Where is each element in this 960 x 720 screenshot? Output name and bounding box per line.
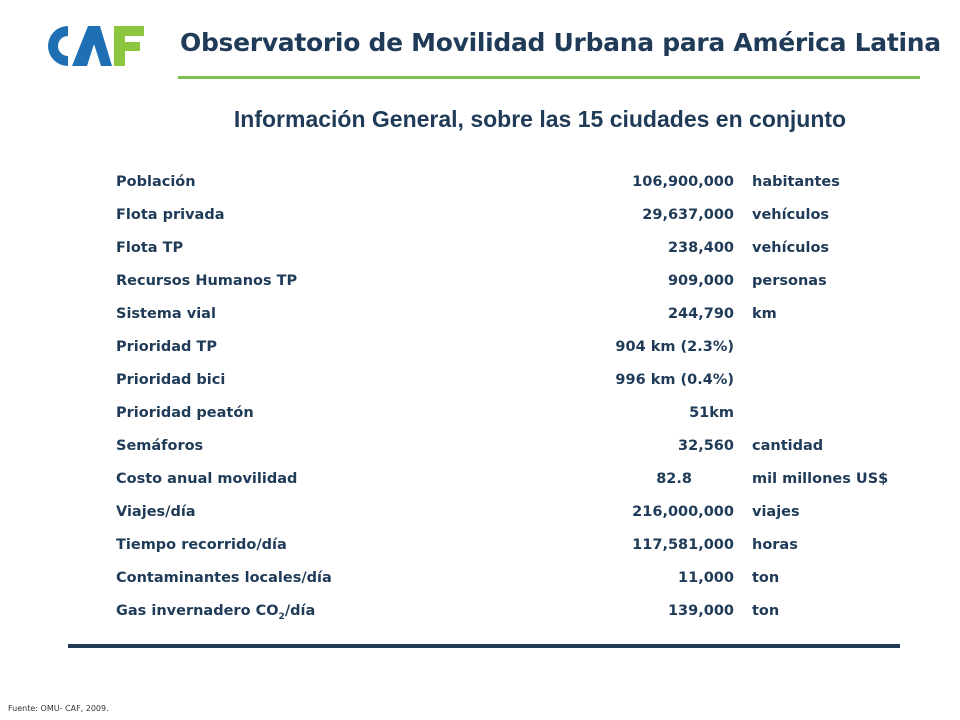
row-value: 29,637,000 bbox=[642, 207, 734, 223]
table-row bbox=[116, 166, 906, 199]
row-unit: vehículos bbox=[752, 240, 830, 256]
table-row bbox=[116, 463, 906, 496]
row-unit: vehículos bbox=[752, 207, 830, 223]
row-label: Contaminantes locales/día bbox=[116, 570, 332, 586]
row-unit: viajes bbox=[752, 504, 800, 520]
source-note: Fuente: OMU- CAF, 2009. bbox=[8, 704, 109, 713]
table-row bbox=[116, 430, 906, 463]
row-label: Flota TP bbox=[116, 240, 184, 256]
label-post: /día bbox=[284, 603, 316, 619]
row-unit: ton bbox=[752, 603, 780, 619]
row-value: 904 km (2.3%) bbox=[615, 339, 734, 355]
caf-logo bbox=[38, 20, 146, 72]
table-row bbox=[116, 364, 906, 397]
row-value: 244,790 bbox=[667, 306, 734, 322]
table-row bbox=[116, 331, 906, 364]
row-unit: horas bbox=[752, 537, 798, 553]
table-row bbox=[116, 298, 906, 331]
table-row bbox=[116, 397, 906, 430]
row-value: 11,000 bbox=[678, 570, 734, 586]
row-label: Prioridad peatón bbox=[116, 405, 254, 421]
table-row bbox=[116, 562, 906, 595]
row-unit: ton bbox=[752, 570, 780, 586]
header-rule bbox=[178, 76, 920, 79]
row-value: 82.8 bbox=[656, 471, 692, 487]
row-label: Prioridad bici bbox=[116, 372, 226, 388]
row-label: Costo anual movilidad bbox=[116, 471, 298, 487]
table-row bbox=[116, 199, 906, 232]
label-subscript: 2 bbox=[278, 611, 285, 622]
label-pre: Gas invernadero CO bbox=[116, 603, 279, 619]
row-label: Viajes/día bbox=[116, 504, 196, 520]
row-value: 216,000,000 bbox=[632, 504, 734, 520]
data-table bbox=[116, 166, 906, 628]
row-label: Recursos Humanos TP bbox=[116, 273, 298, 289]
row-value: 139,000 bbox=[667, 603, 734, 619]
header-title: Observatorio de Movilidad Urbana para América Latina bbox=[180, 28, 941, 57]
row-label: Sistema vial bbox=[116, 306, 216, 322]
row-label: Tiempo recorrido/día bbox=[116, 537, 287, 553]
row-unit: mil millones US$ bbox=[752, 471, 889, 487]
row-unit: cantidad bbox=[752, 438, 824, 454]
row-value: 238,400 bbox=[667, 240, 734, 256]
row-unit: habitantes bbox=[752, 174, 840, 190]
table-row bbox=[116, 265, 906, 298]
table-row bbox=[116, 529, 906, 562]
row-value: 51km bbox=[689, 405, 734, 421]
row-value: 32,560 bbox=[678, 438, 734, 454]
row-unit: km bbox=[752, 306, 777, 322]
row-value: 106,900,000 bbox=[632, 174, 734, 190]
subtitle: Información General, sobre las 15 ciudades en conjunto bbox=[233, 106, 847, 132]
row-label: Población bbox=[116, 174, 196, 190]
row-value: 996 km (0.4%) bbox=[615, 372, 734, 388]
row-label: Prioridad TP bbox=[116, 339, 217, 355]
row-value: 909,000 bbox=[667, 273, 734, 289]
row-unit: personas bbox=[752, 273, 827, 289]
row-value: 117,581,000 bbox=[632, 537, 734, 553]
bottom-rule bbox=[68, 644, 900, 648]
table-row bbox=[116, 496, 906, 529]
row-label: Semáforos bbox=[116, 438, 204, 454]
row-label: Flota privada bbox=[116, 207, 225, 223]
row-label bbox=[116, 603, 315, 622]
table-row bbox=[116, 595, 906, 628]
table-row bbox=[116, 232, 906, 265]
